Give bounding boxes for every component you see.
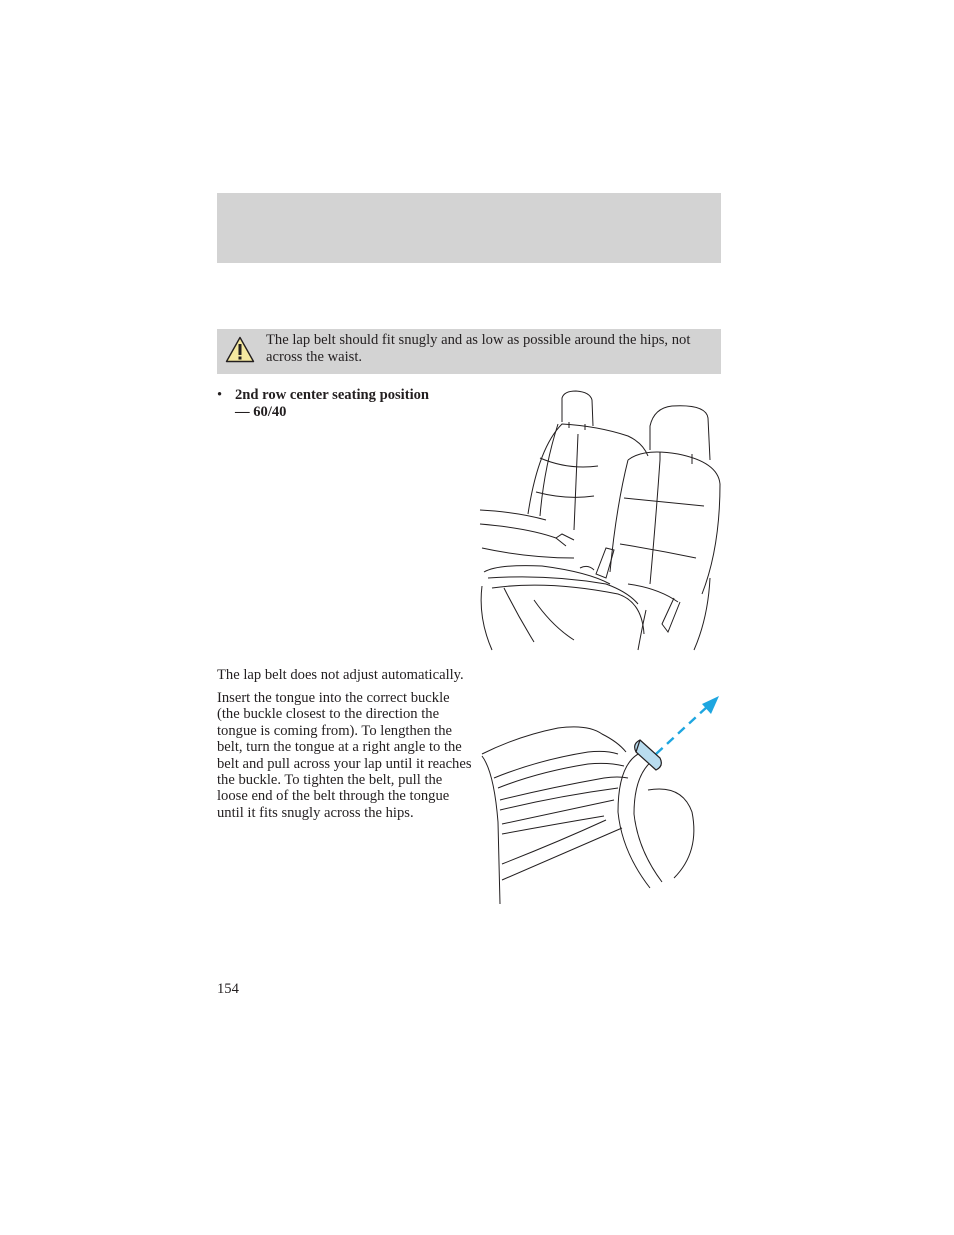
warning-triangle-icon	[225, 336, 255, 363]
section-header-bar	[217, 193, 721, 263]
warning-text: The lap belt should fit snugly and as low as possible around the hips, not across the waist.	[266, 332, 691, 365]
seat-belt-tongue-illustration	[478, 692, 724, 907]
bullet-item	[217, 387, 447, 420]
rear-seat-illustration	[478, 388, 724, 656]
bullet-marker: •	[217, 387, 223, 403]
paragraph-lap-belt-note: The lap belt does not adjust automatically.	[217, 667, 464, 683]
page-number: 154	[217, 981, 239, 997]
paragraph-instructions: Insert the tongue into the correct buckle (the buckle closest to the direction the tongue is coming from). To lengthen the belt, turn the tongue at a right angle to the belt and pull across your lap until it reaches the buckle. To tighten the belt, pull the loose end of the belt through the tongue until it fits snugly across the hips.	[217, 690, 472, 821]
bullet-text: 2nd row center seating position — 60/40	[235, 387, 430, 420]
warning-box	[217, 329, 721, 374]
arrow-head-icon	[702, 696, 719, 714]
